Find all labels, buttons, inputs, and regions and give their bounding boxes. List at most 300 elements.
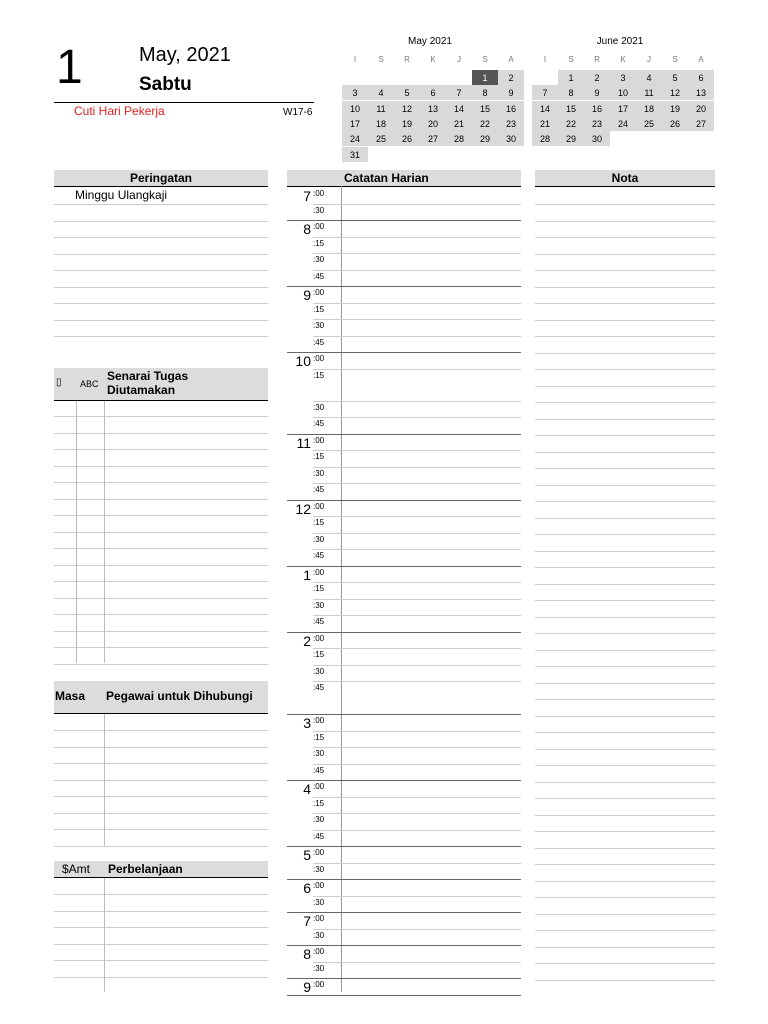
rule-line [535, 980, 715, 981]
day-cell[interactable]: 30 [505, 134, 516, 145]
weekday-header: R [404, 55, 410, 64]
schedule-slot[interactable] [341, 336, 521, 337]
schedule-slot[interactable] [341, 319, 521, 320]
schedule-slot[interactable] [341, 253, 521, 254]
minute-label: :15 [313, 304, 325, 314]
schedule-slot[interactable] [341, 533, 521, 534]
schedule-slot[interactable] [341, 237, 521, 238]
weekday-header: S [672, 55, 678, 64]
day-cell[interactable]: 14 [539, 103, 550, 114]
minute-label: :00 [313, 567, 325, 577]
schedule-slot[interactable] [341, 467, 521, 468]
minute-rule [313, 665, 341, 666]
minute-rule [313, 797, 341, 798]
schedule-slot[interactable] [341, 681, 521, 682]
rule-line [535, 534, 715, 535]
holiday-label: Cuti Hari Pekerja [74, 104, 165, 118]
rule-line [535, 617, 715, 618]
daily-divider [341, 186, 342, 992]
minute-rule [313, 747, 341, 748]
schedule-slot[interactable] [341, 599, 521, 600]
rule-line [54, 747, 268, 748]
rule-line [535, 386, 715, 387]
rule-line [535, 419, 715, 420]
schedule-slot[interactable] [341, 369, 521, 370]
rule-line [535, 468, 715, 469]
rule-line [535, 716, 715, 717]
day-cell[interactable]: 5 [404, 88, 410, 99]
schedule-slot[interactable] [341, 582, 521, 583]
rule-line [535, 353, 715, 354]
day-cell[interactable]: 28 [453, 134, 464, 145]
daily-header-left-pad [287, 170, 341, 187]
day-cell[interactable]: 2 [594, 73, 600, 83]
schedule-slot[interactable] [341, 830, 521, 831]
rule-line [535, 749, 715, 750]
day-cell[interactable]: 22 [565, 118, 576, 129]
day-cell[interactable]: 28 [539, 134, 550, 145]
minute-label: :45 [313, 271, 325, 281]
day-cell[interactable]: 25 [375, 134, 386, 145]
rule-line [535, 254, 715, 255]
expenses-title: Perbelanjaan [108, 862, 183, 876]
rule-line [54, 664, 268, 665]
minute-rule [313, 369, 341, 370]
minute-rule [313, 863, 341, 864]
schedule-slot[interactable] [341, 929, 521, 930]
day-cell[interactable]: 18 [643, 103, 654, 114]
daily-header: Catatan Harian [341, 170, 521, 187]
rule-line [54, 730, 268, 731]
rule-line [535, 452, 715, 453]
day-cell[interactable]: 24 [617, 118, 628, 129]
hour-label: 6 [303, 880, 311, 896]
minute-label: :00 [313, 189, 325, 198]
hour-label: 12 [295, 500, 311, 517]
schedule-slot[interactable] [341, 204, 521, 205]
day-cell[interactable]: 1 [482, 73, 488, 83]
minute-label: :00 [313, 633, 325, 643]
rule-line [54, 796, 268, 797]
rule-line [54, 254, 268, 255]
week-code: W17-6 [283, 107, 313, 118]
day-cell[interactable]: 23 [505, 118, 516, 129]
day-cell[interactable]: 11 [644, 88, 654, 99]
minute-label: :00 [313, 716, 325, 725]
minute-label: :45 [313, 419, 325, 428]
schedule-slot[interactable] [341, 665, 521, 666]
rule-line [54, 270, 268, 271]
day-cell[interactable]: 7 [456, 88, 462, 99]
day-cell[interactable]: 14 [453, 103, 464, 114]
hour-label: 4 [303, 781, 311, 797]
minute-rule [313, 681, 341, 682]
schedule-slot[interactable] [341, 764, 521, 765]
calendar-title: June 2021 [596, 36, 644, 47]
minute-label: :15 [313, 584, 325, 593]
minute-rule [313, 582, 341, 583]
day-cell[interactable]: 16 [591, 103, 602, 114]
minute-label: :30 [313, 600, 325, 610]
minute-label: :30 [313, 815, 325, 824]
day-number: 1 [56, 41, 83, 94]
hour-label: 9 [303, 979, 311, 995]
task-col-divider [104, 401, 105, 663]
day-cell[interactable]: 3 [620, 73, 626, 83]
minute-label: :15 [313, 650, 325, 659]
minute-label: :15 [313, 518, 325, 527]
minute-label: :30 [313, 897, 325, 907]
minute-label: :00 [313, 782, 325, 791]
rule-line [535, 798, 715, 799]
day-cell[interactable]: 21 [453, 118, 464, 129]
hour-rule [287, 945, 521, 946]
day-cell[interactable]: 16 [505, 103, 516, 114]
rule-line [54, 204, 268, 205]
hour-rule [287, 714, 521, 715]
weekday-header: K [430, 55, 436, 64]
minute-label: :15 [313, 732, 325, 742]
hour-label: 11 [296, 434, 311, 451]
minute-rule [313, 336, 341, 337]
minute-label: :00 [313, 435, 325, 445]
expense-col-divider [104, 878, 105, 992]
rule-line [535, 221, 715, 222]
minute-rule [313, 253, 341, 254]
rule-line [54, 303, 268, 304]
rule-line [54, 813, 268, 814]
day-cell[interactable]: 10 [349, 103, 360, 114]
schedule-slot[interactable] [341, 797, 521, 798]
minute-label: :00 [313, 354, 325, 363]
minute-rule [313, 401, 341, 402]
schedule-slot[interactable] [341, 962, 521, 963]
day-cell[interactable]: 1 [568, 73, 574, 83]
minute-label: :15 [313, 452, 325, 461]
weekday-header: S [378, 55, 384, 64]
rule-line [54, 449, 268, 450]
rule-line [54, 466, 268, 467]
day-cell[interactable]: 9 [594, 88, 600, 99]
rule-line [535, 204, 715, 205]
rule-line [535, 881, 715, 882]
minute-label: :30 [313, 402, 325, 412]
day-cell[interactable]: 8 [482, 88, 488, 99]
day-cell[interactable]: 11 [376, 103, 386, 114]
day-cell[interactable]: 22 [479, 118, 490, 129]
task-col-divider [76, 401, 77, 663]
rule-line [535, 336, 715, 337]
day-cell[interactable]: 29 [479, 134, 490, 145]
hour-label: 8 [303, 946, 311, 962]
hour-label: 10 [295, 353, 311, 369]
day-cell[interactable]: 7 [542, 88, 548, 99]
rule-line [535, 501, 715, 502]
minute-label: :30 [313, 255, 325, 264]
calendar-title: May 2021 [408, 36, 452, 47]
rule-line [535, 270, 715, 271]
rule-line [54, 548, 268, 549]
day-cell[interactable]: 30 [591, 134, 602, 145]
schedule-slot[interactable] [341, 417, 521, 418]
day-cell[interactable]: 17 [349, 118, 360, 129]
expenses-amt-label: $Amt [62, 862, 91, 876]
rule-line [535, 732, 715, 733]
day-cell[interactable]: 8 [568, 88, 574, 99]
minute-label: :00 [313, 288, 325, 297]
hour-rule [287, 220, 521, 221]
minute-label: :15 [313, 798, 325, 808]
rule-line [535, 947, 715, 948]
rule-line [54, 944, 268, 945]
schedule-slot[interactable] [341, 303, 521, 304]
minute-label: :30 [313, 666, 325, 676]
hour-rule [287, 500, 521, 501]
weekday-header: K [620, 55, 626, 64]
contact-col-divider [104, 714, 105, 846]
reminder-item[interactable]: Minggu Ulangkaji [75, 188, 168, 202]
rule-line [54, 829, 268, 830]
rule-line [535, 369, 715, 370]
rule-line [54, 631, 268, 632]
day-cell[interactable]: 4 [646, 73, 652, 83]
minute-label: :30 [313, 321, 325, 330]
hour-rule [287, 566, 521, 567]
hour-label: 9 [303, 287, 311, 303]
weekday-header: R [594, 55, 600, 64]
weekday-header: A [698, 55, 704, 64]
minute-rule [313, 615, 341, 616]
minute-rule [313, 549, 341, 550]
rule-line [535, 303, 715, 304]
rule-line [535, 600, 715, 601]
rule-line [54, 846, 268, 847]
hour-rule [287, 286, 521, 287]
rule-line [54, 960, 268, 961]
minute-rule [313, 813, 341, 814]
minute-label: :45 [313, 551, 325, 560]
schedule-slot[interactable] [341, 483, 521, 484]
minute-label: :30 [313, 534, 325, 544]
minute-label: :00 [313, 222, 325, 231]
rule-line [535, 237, 715, 238]
minute-rule [313, 533, 341, 534]
rule-line [535, 930, 715, 931]
minute-rule [313, 270, 341, 271]
schedule-slot[interactable] [341, 549, 521, 550]
minute-rule [313, 319, 341, 320]
rule-line [535, 435, 715, 436]
minute-label: :30 [313, 468, 325, 478]
day-cell[interactable]: 25 [643, 118, 654, 129]
minute-label: :30 [313, 749, 325, 758]
day-cell[interactable]: 4 [378, 88, 384, 99]
rule-line [535, 683, 715, 684]
day-cell[interactable]: 10 [617, 88, 628, 99]
schedule-slot[interactable] [341, 615, 521, 616]
minute-rule [313, 204, 341, 205]
schedule-slot[interactable] [341, 401, 521, 402]
schedule-slot[interactable] [341, 270, 521, 271]
rule-line [54, 763, 268, 764]
schedule-slot[interactable] [341, 648, 521, 649]
schedule-slot[interactable] [341, 731, 521, 732]
day-cell[interactable]: 15 [479, 103, 490, 114]
day-cell[interactable]: 27 [427, 134, 438, 145]
day-cell[interactable]: 6 [430, 88, 436, 99]
hour-label: 7 [303, 913, 311, 929]
day-cell[interactable]: 31 [349, 149, 360, 160]
minute-rule [313, 450, 341, 451]
tasks-title: Senarai Tugas Diutamakan [107, 369, 189, 397]
rule-line [54, 911, 268, 912]
rule-line [535, 848, 715, 849]
minute-rule [313, 896, 341, 897]
hour-label: 3 [303, 715, 311, 731]
minute-label: :45 [313, 831, 325, 841]
rule-line [535, 765, 715, 766]
rule-line [535, 518, 715, 519]
hour-rule [287, 352, 521, 353]
minute-rule [313, 467, 341, 468]
tasks-header [54, 368, 268, 401]
weekday-header: S [482, 55, 488, 64]
weekday-header: I [543, 55, 547, 64]
minute-label: :00 [313, 501, 325, 511]
minute-rule [313, 731, 341, 732]
mini-calendar-may [345, 36, 525, 172]
day-cell[interactable]: 19 [401, 118, 412, 129]
schedule-slot[interactable] [341, 896, 521, 897]
rule-line [535, 963, 715, 964]
day-cell[interactable]: 27 [695, 118, 706, 129]
rule-line [535, 633, 715, 634]
minute-label: :00 [313, 980, 325, 989]
hour-rule [287, 912, 521, 913]
header-rule [54, 102, 314, 103]
rule-line [54, 320, 268, 321]
minute-rule [313, 303, 341, 304]
minute-rule [313, 483, 341, 484]
hour-rule [287, 632, 521, 633]
rule-line [535, 287, 715, 288]
rule-line [54, 614, 268, 615]
hour-label: 2 [303, 632, 311, 649]
weekday-header: A [508, 55, 514, 64]
day-cell[interactable]: 20 [695, 103, 706, 114]
hour-label: 7 [303, 188, 311, 204]
minute-label: :00 [313, 947, 325, 956]
day-cell[interactable]: 26 [669, 118, 680, 129]
weekday-header: S [568, 55, 574, 64]
rule-line [535, 666, 715, 667]
day-cell[interactable]: 9 [508, 88, 514, 99]
minute-label: :45 [313, 765, 325, 775]
schedule-slot[interactable] [341, 747, 521, 748]
rule-line [54, 977, 268, 978]
hour-rule [287, 879, 521, 880]
rule-line [54, 237, 268, 238]
reminders-header: Peringatan [54, 170, 268, 187]
rule-line [535, 914, 715, 915]
rule-line [54, 482, 268, 483]
minute-label: :30 [313, 864, 325, 874]
day-cell[interactable]: 24 [349, 134, 360, 145]
schedule-slot[interactable] [341, 863, 521, 864]
hour-rule [287, 434, 521, 435]
minute-label: :30 [313, 963, 325, 973]
expenses-header [54, 861, 268, 878]
rule-line [54, 647, 268, 648]
day-cell[interactable]: 19 [669, 103, 680, 114]
contacts-header [54, 681, 268, 714]
minute-label: :00 [313, 914, 325, 923]
day-cell[interactable]: 26 [401, 134, 412, 145]
rule-line [54, 565, 268, 566]
day-cell[interactable]: 6 [698, 73, 704, 83]
contacts-title: Pegawai untuk Dihubungi [106, 689, 253, 703]
weekday-header: J [457, 55, 461, 64]
contacts-time-label: Masa [55, 689, 86, 703]
schedule-slot[interactable] [341, 813, 521, 814]
hour-rule [287, 978, 521, 979]
day-cell[interactable]: 12 [401, 103, 412, 114]
day-cell[interactable]: 29 [565, 134, 576, 145]
rule-line [535, 815, 715, 816]
day-cell[interactable]: 20 [427, 118, 438, 129]
day-cell[interactable]: 13 [427, 103, 438, 114]
rule-line [535, 402, 715, 403]
minute-rule [313, 764, 341, 765]
day-cell[interactable]: 12 [669, 88, 680, 99]
minute-label: :45 [313, 485, 325, 494]
rule-line [535, 551, 715, 552]
day-cell[interactable]: 5 [672, 73, 678, 83]
rule-line [54, 532, 268, 533]
abc-label: ABC [80, 379, 99, 389]
minute-label: :45 [313, 337, 325, 347]
day-cell[interactable]: 21 [539, 118, 550, 129]
day-cell[interactable]: 15 [565, 103, 576, 114]
day-cell[interactable]: 23 [591, 118, 602, 129]
minute-rule [313, 516, 341, 517]
minute-label: :45 [313, 683, 325, 692]
minute-rule [313, 962, 341, 963]
minute-label: :30 [313, 930, 325, 940]
minute-label: :15 [313, 238, 325, 248]
hour-label: 5 [303, 847, 311, 863]
day-cell[interactable]: 13 [695, 88, 706, 99]
rule-line [54, 336, 268, 337]
schedule-slot[interactable] [341, 516, 521, 517]
rule-line [54, 221, 268, 222]
rule-line [54, 287, 268, 288]
minute-label: :45 [313, 617, 325, 626]
checkbox-icon: ▯ [56, 377, 62, 388]
weekday-header: J [647, 55, 651, 64]
hour-label: 8 [303, 221, 311, 237]
hour-label: 1 [303, 566, 311, 583]
rule-line [54, 416, 268, 417]
minute-rule [313, 929, 341, 930]
day-cell[interactable]: 3 [352, 88, 358, 99]
hour-rule [287, 780, 521, 781]
day-cell[interactable]: 2 [508, 73, 514, 83]
schedule-slot[interactable] [341, 450, 521, 451]
day-cell[interactable]: 17 [617, 103, 628, 114]
day-cell[interactable]: 18 [375, 118, 386, 129]
hour-rule [287, 995, 521, 996]
